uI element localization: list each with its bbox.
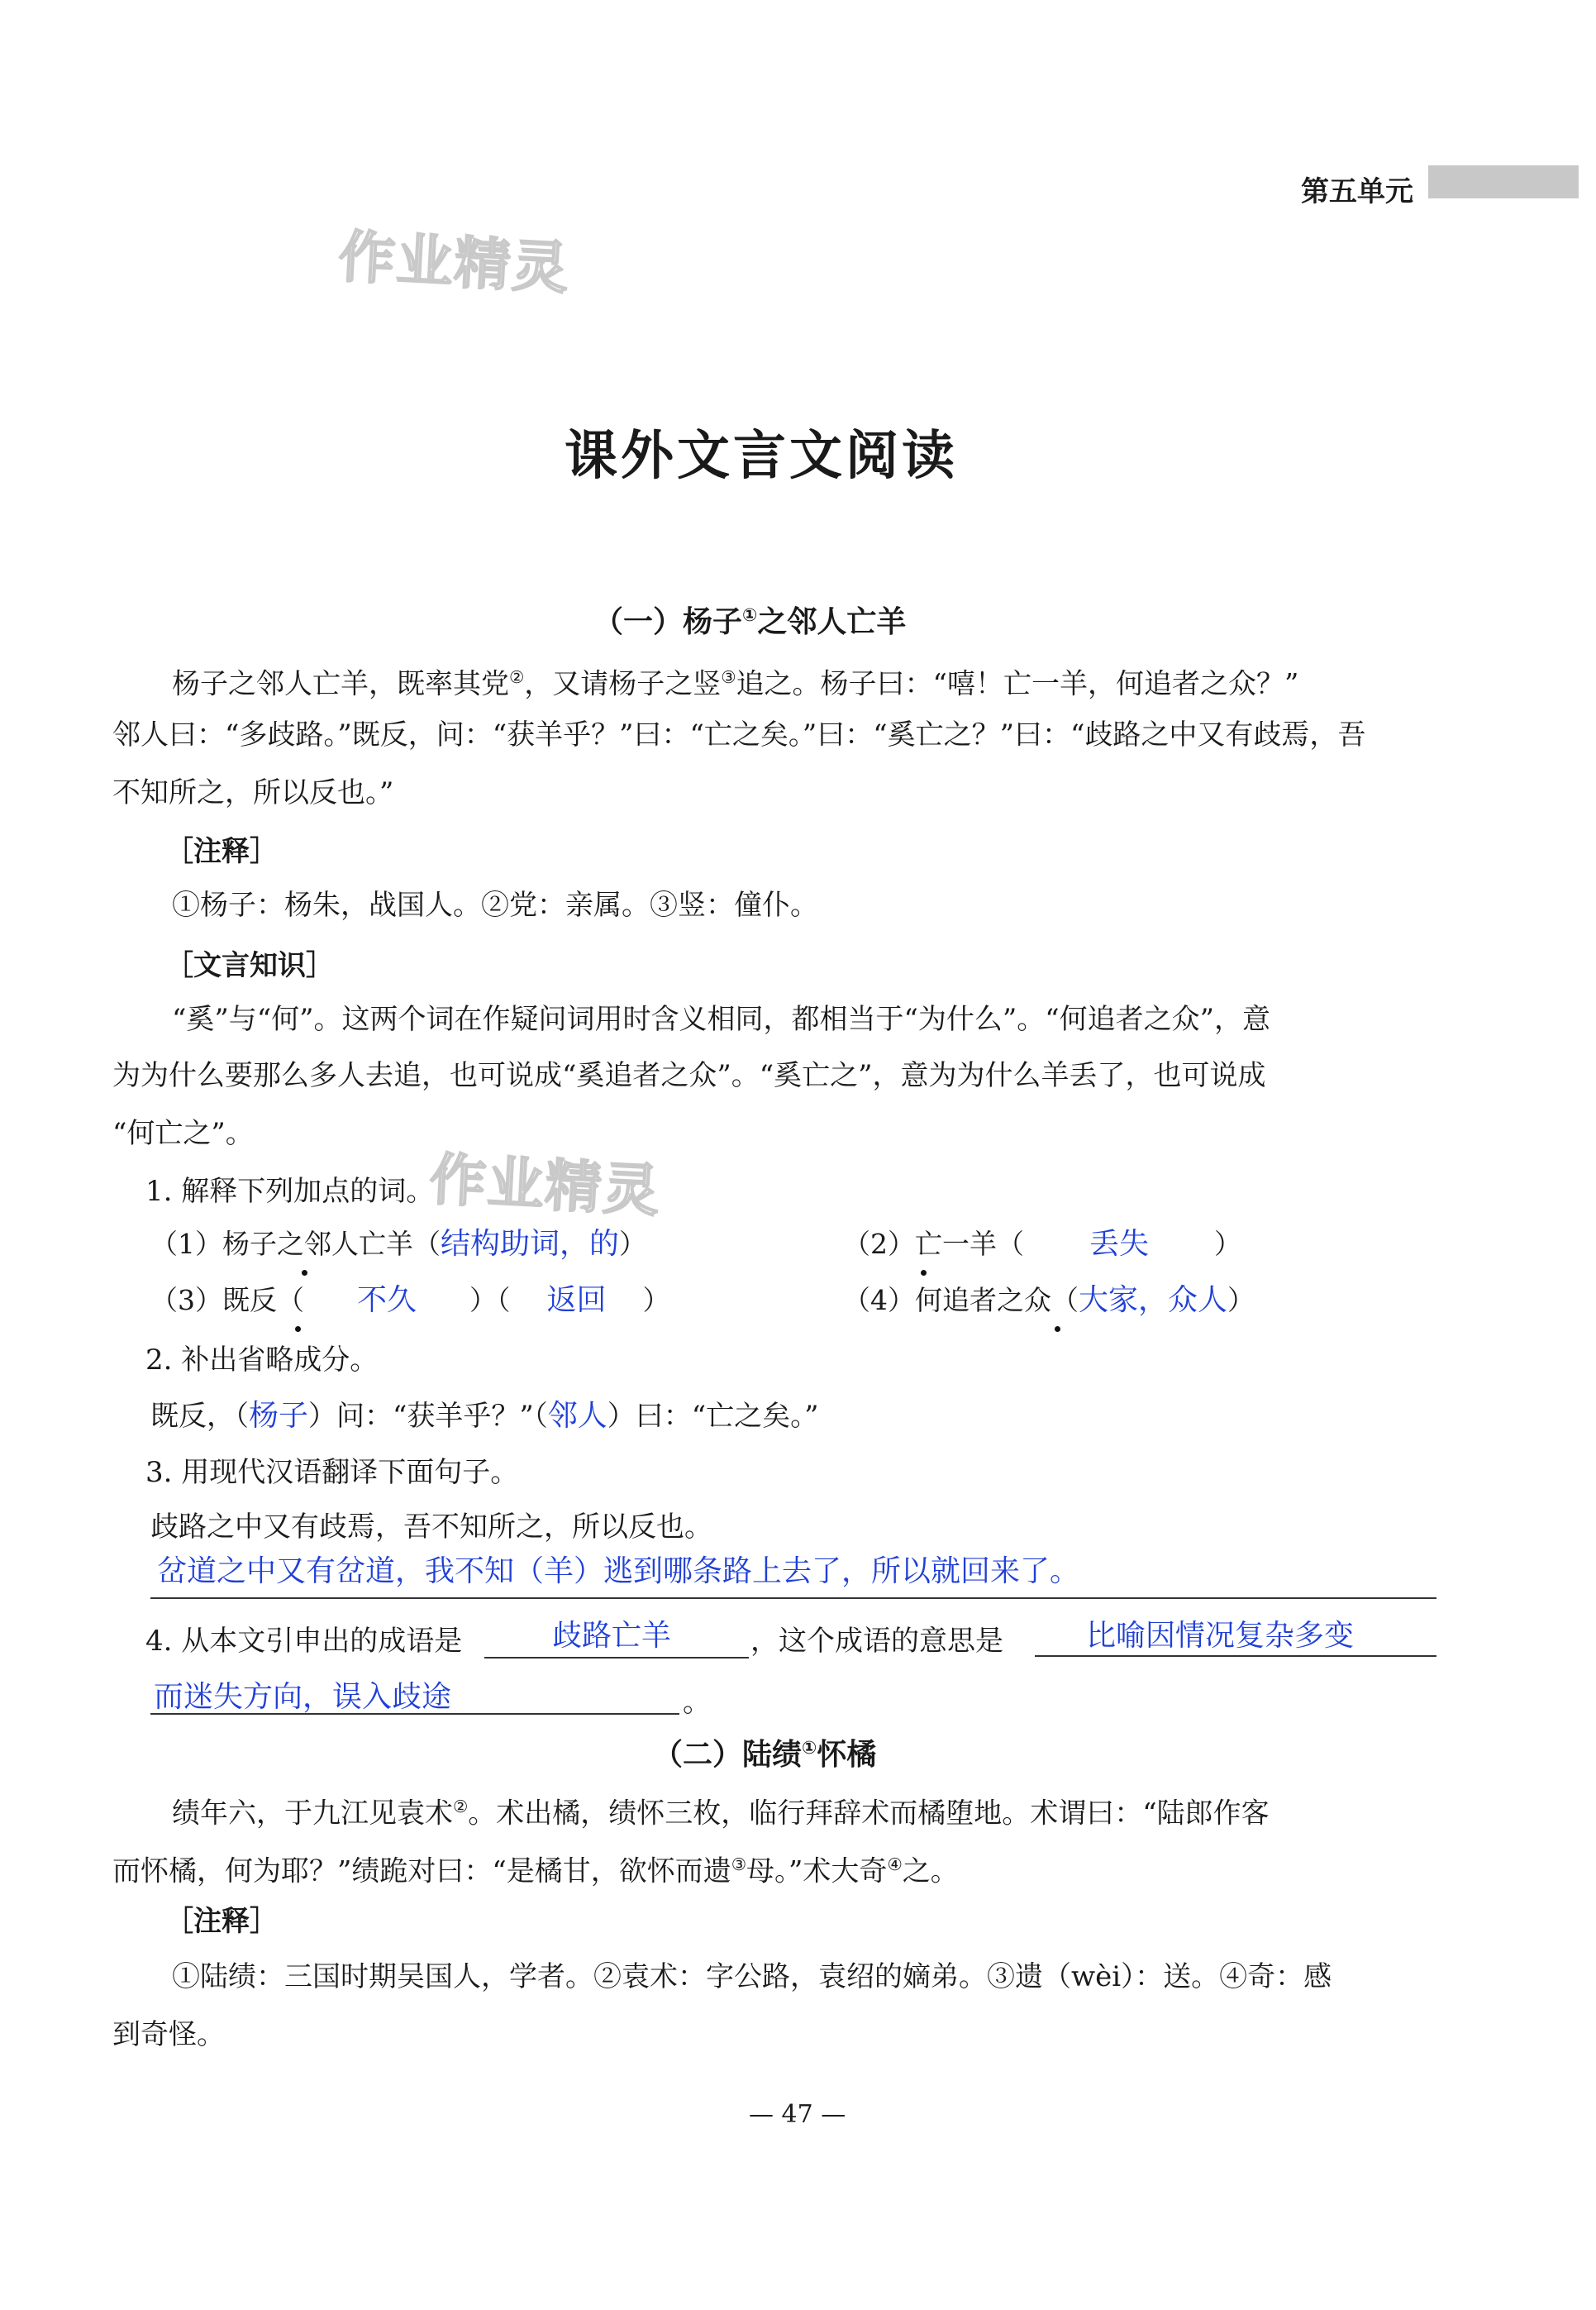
q4-answer-1: 歧路亡羊 <box>552 1619 672 1653</box>
answer-line <box>484 1657 749 1659</box>
unit-bar <box>1428 165 1579 198</box>
answer-line <box>150 1597 1436 1599</box>
answer-text: 丢失 <box>1089 1227 1149 1261</box>
answer-line <box>1035 1655 1436 1657</box>
knowledge-label: ［文言知识］ <box>165 949 334 982</box>
passage-line: 邻人曰：“多歧路。”既反，问：“获羊乎？”曰：“亡之矣。”曰：“奚亡之？”曰：“歧路之中又有歧焉，吾 <box>112 718 1366 752</box>
notes-text: ①杨子：杨朱，战国人。②党：亲属。③竖：僮仆。 <box>172 889 818 922</box>
q2-answer-line: 既反，（杨子）问：“获羊乎？”（邻人）曰：“亡之矣。” <box>150 1399 819 1433</box>
q1-item-3: （3）既反（ 不久 ）（ 返回 ） <box>150 1283 670 1317</box>
q4-text-1: 4. 从本文引申出的成语是 <box>145 1625 463 1658</box>
answer-text: 大家，众人 <box>1079 1283 1228 1317</box>
answer-text: 邻人 <box>547 1399 607 1433</box>
q4-answer-2: 比喻因情况复杂多变 <box>1086 1619 1355 1653</box>
answer-text: 杨子 <box>249 1399 309 1433</box>
section-heading: （一）杨子①之邻人亡羊 <box>593 605 907 639</box>
q4-end: 。 <box>683 1686 711 1719</box>
notes-text: 到奇怪。 <box>112 2018 225 2051</box>
q1-item-2: （2）亡一羊（ 丢失 ） <box>843 1227 1241 1261</box>
knowledge-text: “何亡之”。 <box>112 1117 254 1150</box>
passage-line: 绩年六，于九江见袁术②。术出橘，绩怀三枚，临行拜辞术而橘堕地。术谓曰：“陆郎作客 <box>172 1797 1270 1830</box>
question-2: 2. 补出省略成分。 <box>145 1344 379 1377</box>
answer-text: 返回 <box>546 1283 607 1317</box>
knowledge-text: “奚”与“何”。这两个词在作疑问词用时含义相同，都相当于“为什么”。“何追者之众”，意 <box>172 1003 1271 1036</box>
question-3: 3. 用现代汉语翻译下面句子。 <box>145 1456 519 1489</box>
notes-text: ①陆绩：三国时期吴国人，学者。②袁术：字公路，袁绍的嫡弟。③遗（wèi）：送。④奇：感 <box>172 1960 1332 1993</box>
q4-text-2: ，这个成语的意思是 <box>750 1625 1003 1658</box>
passage-line: 不知所之，所以反也。” <box>112 776 394 809</box>
answer-line <box>150 1713 679 1715</box>
passage-line: 杨子之邻人亡羊，既率其党②，又请杨子之竖③追之。杨子曰：“嘻！亡一羊，何追者之众？” <box>172 667 1299 701</box>
page-title: 课外文言文阅读 <box>565 426 958 487</box>
page-number: — 47 — <box>749 2100 846 2129</box>
q4-answer-2-cont: 而迷失方向，误入歧途 <box>154 1680 452 1714</box>
notes-label: ［注释］ <box>165 835 278 868</box>
watermark: 作业精灵 <box>336 224 572 303</box>
question-1: 1. 解释下列加点的词。 <box>145 1175 435 1208</box>
section-heading: （二）陆绩①怀橘 <box>653 1738 877 1772</box>
notes-label: ［注释］ <box>165 1905 278 1938</box>
knowledge-text: 为为什么要那么多人去追，也可说成“奚追者之众”。“奚亡之”，意为为什么羊丢了，也可说成 <box>112 1059 1266 1092</box>
answer-text: 不久 <box>356 1283 417 1317</box>
passage-line: 而怀橘，何为耶？”绩跪对曰：“是橘甘，欲怀而遗③母。”术大奇④之。 <box>112 1854 959 1888</box>
watermark: 作业精灵 <box>427 1147 663 1225</box>
q3-sentence: 歧路之中又有歧焉，吾不知所之，所以反也。 <box>150 1511 712 1544</box>
unit-label: 第五单元 <box>1301 175 1413 208</box>
q1-item-1: （1）杨子之邻人亡羊（结构助词，的） <box>150 1227 647 1261</box>
q3-answer: 岔道之中又有岔道，我不知（羊）逃到哪条路上去了，所以就回来了。 <box>157 1554 1080 1588</box>
emphasis-dot <box>1055 1326 1060 1332</box>
q1-item-4: （4）何追者之众（大家，众人） <box>843 1283 1255 1317</box>
answer-text: 结构助词，的 <box>441 1227 620 1261</box>
